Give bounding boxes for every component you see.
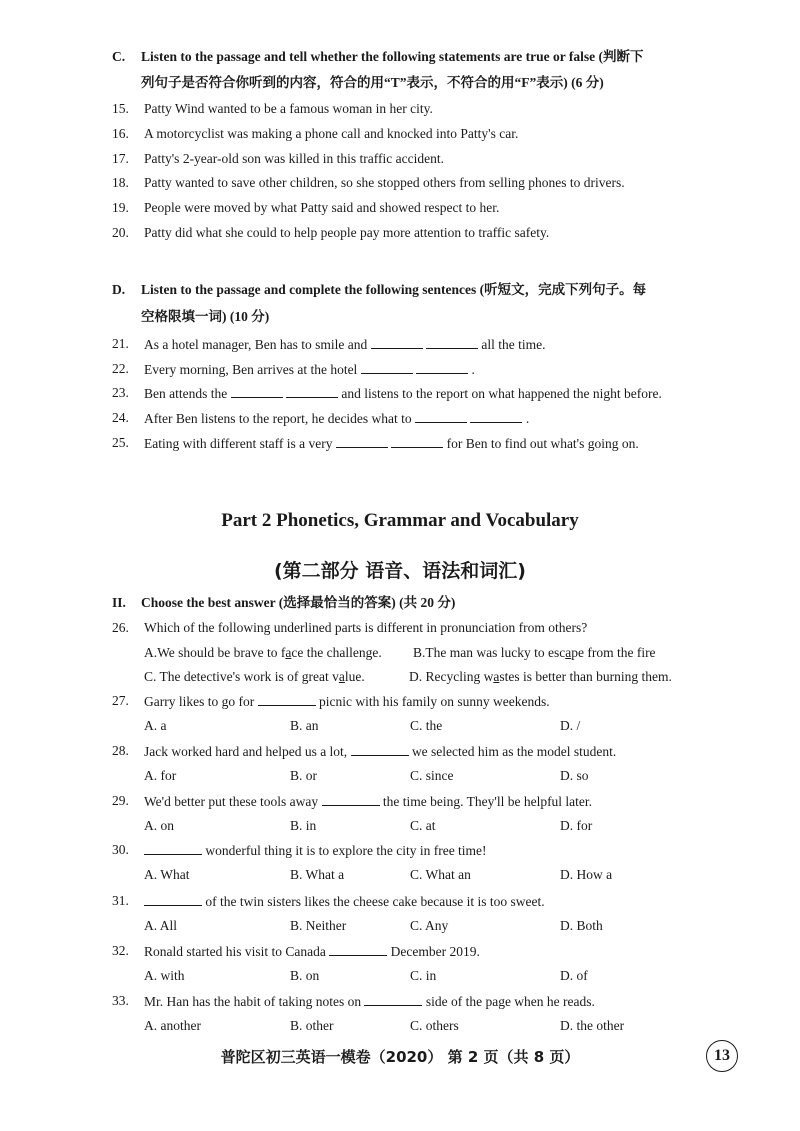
part-title-cn: (第二部分 语音、语法和词汇) (274, 560, 526, 582)
stem-after: the time being. They'll be helpful later. (382, 794, 593, 809)
part-title-en: Part 2 Phonetics, Grammar and Vocabulary (221, 510, 579, 531)
answer-blank[interactable] (364, 992, 422, 1006)
sentence-text (144, 360, 475, 379)
answer-blank[interactable] (286, 384, 338, 398)
answer-option[interactable]: B. in (290, 818, 317, 833)
answer-blank[interactable] (371, 335, 423, 349)
opt-text: pe from the fire (571, 645, 656, 660)
underlined-letter: a (493, 669, 500, 684)
sentence-after: and listens to the report on what happened the night before. (341, 386, 662, 401)
sentence-before: After Ben listens to the report, he decides what to (144, 411, 412, 426)
underlined-letter: a (285, 645, 292, 660)
stem-before: We'd better put these tools away (144, 794, 319, 809)
answer-option[interactable]: A. for (144, 768, 177, 783)
answer-option[interactable]: B. Neither (290, 918, 347, 933)
section-letter: II. (112, 595, 126, 610)
answer-blank[interactable] (231, 384, 283, 398)
stem-after: picnic with his family on sunny weekends. (318, 694, 550, 709)
question-stem (144, 692, 550, 711)
question-number: 23. (112, 385, 129, 400)
section-letter: D. (112, 282, 126, 297)
question-number: 24. (112, 410, 129, 425)
answer-option[interactable]: C. others (410, 1018, 459, 1033)
stem-after: we selected him as the model student. (411, 744, 617, 759)
question-number: 27. (112, 693, 129, 708)
answer-blank[interactable] (426, 335, 478, 349)
stem-after: side of the page when he reads. (425, 994, 595, 1009)
sentence-before: Ben attends the (144, 386, 228, 401)
question-stem (144, 742, 616, 761)
question-number: 25. (112, 435, 129, 450)
opt-text: B.The man was lucky to esc (413, 645, 566, 660)
opt-text: stes is better than burning them. (499, 669, 672, 684)
stem-after: wonderful thing it is to explore the city in free time! (205, 843, 487, 858)
question-number: 32. (112, 943, 129, 958)
sentence-text (144, 384, 662, 403)
answer-option[interactable]: C. at (410, 818, 436, 833)
question-number: 26. (112, 620, 129, 635)
answer-blank[interactable] (416, 360, 468, 374)
statement-text: Patty Wind wanted to be a famous woman in her city. (144, 101, 433, 116)
q26-option-d (409, 668, 672, 686)
answer-option[interactable]: D. for (560, 818, 593, 833)
opt-text: D. Recycling w (409, 669, 494, 684)
answer-option[interactable]: C. What an (410, 867, 471, 882)
answer-option[interactable]: D. the other (560, 1018, 625, 1033)
question-number: 28. (112, 743, 129, 758)
answer-option[interactable]: D. Both (560, 918, 603, 933)
answer-option[interactable]: A. on (144, 818, 174, 833)
question-stem: Which of the following underlined parts is different in pronunciation from others? (144, 620, 588, 635)
statement-text: Patty did what she could to help people pay more attention to traffic safety. (144, 225, 550, 240)
q26-option-a (144, 644, 382, 662)
answer-blank[interactable] (470, 409, 522, 423)
answer-option[interactable]: B. an (290, 718, 319, 733)
answer-option[interactable]: D. so (560, 768, 589, 783)
opt-text: lue. (344, 669, 365, 684)
section-instruction-cont: 空格限填一词) (10 分) (141, 309, 270, 324)
opt-text: C. The detective's work is of great v (144, 669, 339, 684)
opt-text: A.We should be brave to f (144, 645, 286, 660)
question-number: 17. (112, 151, 129, 166)
question-stem (144, 892, 545, 911)
section-instruction-cont: 列句子是否符合你听到的内容，符合的用“T”表示，不符合的用“F”表示) (6 分) (141, 75, 604, 90)
sentence-after: all the time. (481, 337, 546, 352)
question-number: 19. (112, 200, 129, 215)
answer-option[interactable]: A. All (144, 918, 178, 933)
q26-option-c (144, 668, 365, 686)
question-number: 33. (112, 993, 129, 1008)
question-stem (144, 942, 480, 961)
answer-option[interactable]: D. How a (560, 867, 613, 882)
statement-text: Patty's 2-year-old son was killed in this traffic accident. (144, 151, 444, 166)
answer-option[interactable]: B. other (290, 1018, 334, 1033)
answer-blank[interactable] (361, 360, 413, 374)
answer-blank[interactable] (391, 434, 443, 448)
stem-before: Garry likes to go for (144, 694, 255, 709)
answer-blank[interactable] (336, 434, 388, 448)
sentence-before: Eating with different staff is a very (144, 436, 333, 451)
underlined-letter: a (338, 669, 345, 684)
opt-text: ce the challenge. (291, 645, 382, 660)
sentence-after: for Ben to find out what's going on. (446, 436, 639, 451)
answer-blank[interactable] (144, 892, 202, 906)
answer-option[interactable]: B. or (290, 768, 317, 783)
section-instruction: Listen to the passage and tell whether the following statements are true or false (判断下 (141, 49, 644, 64)
answer-option[interactable]: C. the (410, 718, 443, 733)
sentence-text (144, 409, 529, 428)
answer-option[interactable]: D. of (560, 968, 588, 983)
section-instruction: Choose the best answer (选择最恰当的答案) (共 20 分) (141, 595, 456, 610)
answer-option[interactable]: A. with (144, 968, 185, 983)
answer-option[interactable]: C. Any (410, 918, 449, 933)
question-number: 31. (112, 893, 129, 908)
stem-after: of the twin sisters likes the cheese cake because it is too sweet. (205, 894, 545, 909)
sentence-before: Every morning, Ben arrives at the hotel (144, 362, 358, 377)
statement-text: People were moved by what Patty said and showed respect to her. (144, 200, 500, 215)
page-badge: 13 (706, 1040, 738, 1072)
statement-text: Patty wanted to save other children, so she stopped others from selling phones to drivers. (144, 175, 625, 190)
question-number: 30. (112, 842, 129, 857)
answer-option[interactable]: B. What a (290, 867, 345, 882)
sentence-before: As a hotel manager, Ben has to smile and (144, 337, 368, 352)
sentence-text (144, 434, 639, 453)
question-stem (144, 792, 592, 811)
stem-before: Mr. Han has the habit of taking notes on (144, 994, 362, 1009)
sentence-text (144, 335, 546, 354)
question-number: 21. (112, 336, 129, 351)
answer-option[interactable]: C. since (410, 768, 454, 783)
page-footer: 普陀区初三英语一模卷（2020） 第 2 页（共 8 页） (220, 1048, 580, 1066)
question-number: 22. (112, 361, 129, 376)
question-number: 16. (112, 126, 129, 141)
stem-before: Jack worked hard and helped us a lot, (144, 744, 348, 759)
section-letter: C. (112, 49, 126, 64)
question-number: 29. (112, 793, 129, 808)
question-number: 15. (112, 101, 129, 116)
question-number: 20. (112, 225, 129, 240)
question-number: 18. (112, 175, 129, 190)
statement-text: A motorcyclist was making a phone call and knocked into Patty's car. (144, 126, 519, 141)
answer-blank[interactable] (322, 792, 380, 806)
stem-before: Ronald started his visit to Canada (144, 944, 326, 959)
answer-blank[interactable] (415, 409, 467, 423)
question-stem (144, 992, 595, 1011)
answer-option[interactable]: B. on (290, 968, 320, 983)
question-stem (144, 841, 487, 860)
answer-blank[interactable] (329, 942, 387, 956)
section-instruction: Listen to the passage and complete the following sentences (听短文，完成下列句子。每 (141, 282, 647, 297)
answer-option[interactable]: A. What (144, 867, 190, 882)
stem-after: December 2019. (390, 944, 480, 959)
answer-option[interactable]: C. in (410, 968, 437, 983)
answer-blank[interactable] (144, 841, 202, 855)
answer-option[interactable]: A. another (144, 1018, 201, 1033)
sentence-after: . (471, 362, 475, 377)
q26-option-b (413, 644, 656, 662)
answer-blank[interactable] (351, 742, 409, 756)
sentence-after: . (525, 411, 530, 426)
answer-option[interactable]: D. / (560, 718, 581, 733)
answer-blank[interactable] (258, 692, 316, 706)
answer-option[interactable]: A. a (144, 718, 167, 733)
underlined-letter: a (565, 645, 572, 660)
